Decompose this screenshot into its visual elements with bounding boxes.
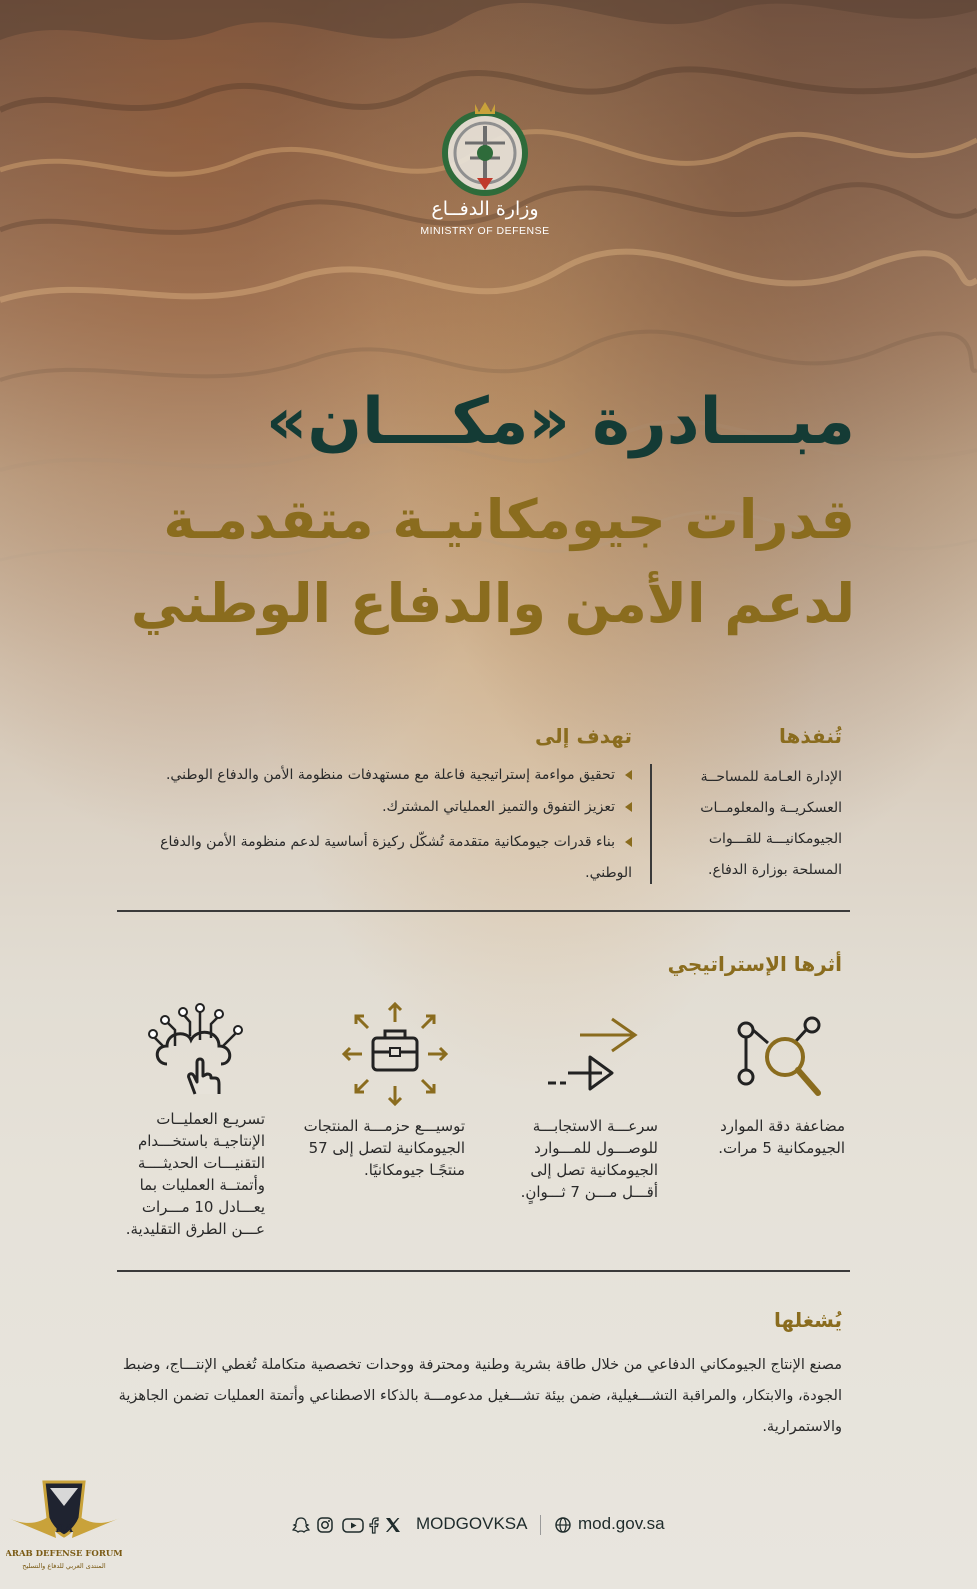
bullet-arrow-icon bbox=[625, 837, 632, 847]
aim-item: تعزيز التفوق والتميز العملياتي المشترك. bbox=[112, 796, 632, 818]
globe-icon bbox=[554, 1516, 572, 1534]
bullet-arrow-icon bbox=[625, 770, 632, 780]
operated-by-heading: يُشغلها bbox=[773, 1308, 842, 1332]
executed-by-heading: تُنفذها bbox=[779, 724, 842, 748]
impact-text-automation: تسريـع العمليــات الإنتاجيـة باستخـــدام التقنيـــات الحديثــــة وأتمتــة العمليات بما يعـــادل 10 مـــرات عـــن الطرق التقليدية. bbox=[125, 1110, 265, 1238]
initiative-title: مبـــادرة «مكـــان» bbox=[266, 385, 855, 459]
subtitle-line-2: لدعم الأمن والدفاع الوطني bbox=[130, 572, 855, 635]
aims-heading: تهدف إلى bbox=[534, 724, 632, 748]
executed-by-text: الإدارة العـامة للمساحــة العسكريــة والمعلومــات الجيومكانيـــة للقـــوات المسلحة بوزارة الدفاع. bbox=[700, 769, 842, 878]
impact-text-accuracy: مضاعفة دقة الموارد الجيومكانية 5 مرات. bbox=[718, 1117, 845, 1157]
forum-logo-icon bbox=[6, 1478, 122, 1583]
facebook-icon[interactable] bbox=[368, 1516, 380, 1534]
arab-defense-forum-watermark bbox=[6, 1478, 122, 1583]
cloud-touch-icon bbox=[145, 1000, 255, 1110]
forum-name-arabic: المنتدى العربي للدفاع والتسليح bbox=[22, 1562, 106, 1570]
subtitle-line-1: قدرات جيومكانيـة متقدمـة bbox=[163, 488, 855, 551]
social-handle[interactable]: MODGOVKSA bbox=[416, 1514, 528, 1533]
instagram-icon[interactable] bbox=[316, 1516, 334, 1534]
impact-text-speed: سرعـــة الاستجابـــة للوصـــول للمـــوارد الجيومكانية تصل إلى أقـــل مـــن 7 ثـــوانٍ. bbox=[520, 1117, 658, 1201]
search-network-icon bbox=[728, 1005, 838, 1115]
website-link[interactable]: mod.gov.sa bbox=[578, 1514, 665, 1533]
youtube-icon[interactable] bbox=[342, 1516, 364, 1534]
ministry-logo bbox=[415, 98, 555, 243]
aim-item: بناء قدرات جيومكانية متقدمة تُشكّل ركيزة أساسية لدعم منظومة الأمن والدفاع الوطني. bbox=[160, 834, 632, 881]
aim-item: تحقيق مواءمة إستراتيجية فاعلة مع مستهدفات منظومة الأمن والدفاع الوطني. bbox=[112, 764, 632, 786]
ministry-name-english: MINISTRY OF DEFENSE bbox=[420, 225, 550, 237]
x-twitter-icon[interactable] bbox=[384, 1516, 402, 1534]
impact-heading: أثرها الإستراتيجي bbox=[667, 952, 842, 976]
fast-arrows-icon bbox=[540, 1005, 650, 1115]
bullet-arrow-icon bbox=[625, 802, 632, 812]
impact-text-products: توسيـــع حزمـــة المنتجات الجيومكانية لتصل إلى 57 منتجًـا جيومكانيًا. bbox=[303, 1117, 465, 1179]
footer-separator bbox=[540, 1515, 541, 1535]
operated-by-text: مصنع الإنتاج الجيومكاني الدفاعي من خلال طاقة بشرية وطنية ومحترفة ووحدات تخصصية متكاملة تُغطي الإنتـــاج، وضبط الجودة، والابتكار، والمراقبة التشـــغيلية، ضمن بيئة تشـــغيل مدعومـــة بالذكاء الاصطناعي وأتمتة العمليات تضمن الجاهزية والاستمرارية. bbox=[118, 1357, 842, 1435]
forum-name: ARAB DEFENSE FORUM bbox=[6, 1549, 122, 1559]
footer-contacts bbox=[290, 1512, 700, 1538]
section-divider bbox=[117, 1270, 850, 1272]
ministry-emblem-icon bbox=[415, 98, 555, 198]
column-divider bbox=[650, 764, 652, 884]
briefcase-expand-icon bbox=[340, 1000, 450, 1110]
forum-mark: DA bbox=[54, 1522, 74, 1535]
section-divider bbox=[117, 910, 850, 912]
ministry-name-arabic: وزارة الدفــاع bbox=[431, 198, 539, 220]
snapchat-icon[interactable] bbox=[292, 1516, 310, 1534]
